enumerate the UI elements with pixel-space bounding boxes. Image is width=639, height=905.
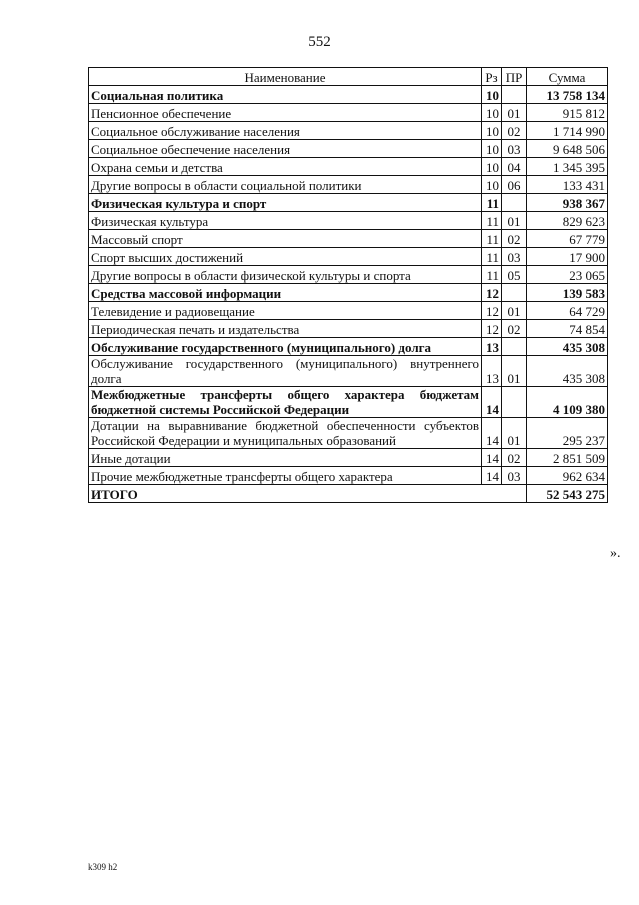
row-subsection-code: 01 (502, 212, 527, 230)
row-name: Телевидение и радиовещание (89, 302, 482, 320)
row-name: Социальное обслуживание населения (89, 122, 482, 140)
table-header-row (89, 68, 608, 86)
row-subsection-code (502, 194, 527, 212)
row-subsection-code: 06 (502, 176, 527, 194)
row-amount: 938 367 (527, 194, 608, 212)
row-amount: 295 237 (527, 418, 608, 449)
row-section-code: 10 (482, 176, 502, 194)
page-number: 552 (308, 34, 331, 50)
row-amount: 435 308 (527, 356, 608, 387)
row-name: Другие вопросы в области социальной политики (89, 176, 482, 194)
row-amount: 1 714 990 (527, 122, 608, 140)
row-section-code: 12 (482, 284, 502, 302)
table-row (89, 122, 608, 140)
row-amount: 2 851 509 (527, 449, 608, 467)
table-row (89, 302, 608, 320)
table-row (89, 449, 608, 467)
table-row (89, 387, 608, 418)
row-section-code: 10 (482, 140, 502, 158)
row-amount: 9 648 506 (527, 140, 608, 158)
budget-table (88, 67, 608, 503)
table-row (89, 104, 608, 122)
table-row (89, 356, 608, 387)
row-name: Массовый спорт (89, 230, 482, 248)
row-amount: 13 758 134 (527, 86, 608, 104)
row-subsection-code: 03 (502, 248, 527, 266)
row-subsection-code: 02 (502, 230, 527, 248)
row-amount: 139 583 (527, 284, 608, 302)
header-sum: Сумма (527, 68, 608, 86)
table-row (89, 212, 608, 230)
row-amount: 67 779 (527, 230, 608, 248)
row-section-code: 14 (482, 449, 502, 467)
row-subsection-code (502, 387, 527, 418)
row-name: Социальная политика (89, 86, 482, 104)
row-subsection-code: 03 (502, 467, 527, 485)
total-row (89, 485, 608, 503)
row-amount: 435 308 (527, 338, 608, 356)
row-subsection-code: 01 (502, 302, 527, 320)
row-subsection-code (502, 284, 527, 302)
row-amount: 17 900 (527, 248, 608, 266)
row-section-code: 10 (482, 158, 502, 176)
table-row (89, 320, 608, 338)
table-row (89, 338, 608, 356)
row-section-code: 12 (482, 302, 502, 320)
table-row (89, 140, 608, 158)
row-name: Межбюджетные трансферты общего характера бюджетам бюджетной системы Российской Федерации (89, 387, 482, 418)
row-subsection-code: 01 (502, 418, 527, 449)
header-name: Наименование (89, 68, 482, 86)
table-row (89, 284, 608, 302)
header-rz: Рз (482, 68, 502, 86)
table-row (89, 418, 608, 449)
row-section-code: 14 (482, 467, 502, 485)
row-subsection-code: 01 (502, 104, 527, 122)
row-subsection-code: 03 (502, 140, 527, 158)
row-amount: 962 634 (527, 467, 608, 485)
table-row (89, 248, 608, 266)
table-row (89, 230, 608, 248)
row-name: Социальное обеспечение населения (89, 140, 482, 158)
row-section-code: 10 (482, 104, 502, 122)
row-section-code: 12 (482, 320, 502, 338)
table-row (89, 467, 608, 485)
row-subsection-code: 02 (502, 320, 527, 338)
table-row (89, 194, 608, 212)
row-subsection-code (502, 338, 527, 356)
row-amount: 64 729 (527, 302, 608, 320)
row-subsection-code: 01 (502, 356, 527, 387)
table-row (89, 158, 608, 176)
row-section-code: 13 (482, 356, 502, 387)
row-amount: 74 854 (527, 320, 608, 338)
header-pr: ПР (502, 68, 527, 86)
table-row (89, 86, 608, 104)
row-name: Спорт высших достижений (89, 248, 482, 266)
row-name: Периодическая печать и издательства (89, 320, 482, 338)
table-row (89, 176, 608, 194)
row-section-code: 11 (482, 212, 502, 230)
row-name: Обслуживание государственного (муниципального) долга (89, 338, 482, 356)
row-amount: 4 109 380 (527, 387, 608, 418)
table-row (89, 266, 608, 284)
row-amount: 829 623 (527, 212, 608, 230)
row-name: Пенсионное обеспечение (89, 104, 482, 122)
document-code: k309 h2 (88, 862, 118, 872)
row-section-code: 11 (482, 266, 502, 284)
row-name: Иные дотации (89, 449, 482, 467)
row-amount: 1 345 395 (527, 158, 608, 176)
row-section-code: 10 (482, 122, 502, 140)
row-section-code: 13 (482, 338, 502, 356)
row-subsection-code: 05 (502, 266, 527, 284)
row-section-code: 11 (482, 194, 502, 212)
row-section-code: 11 (482, 248, 502, 266)
row-subsection-code: 02 (502, 122, 527, 140)
row-name: Охрана семьи и детства (89, 158, 482, 176)
total-label: ИТОГО (89, 485, 527, 503)
row-section-code: 14 (482, 418, 502, 449)
row-section-code: 14 (482, 387, 502, 418)
row-name: Дотации на выравнивание бюджетной обеспеченности субъектов Российской Федерации и муниципальных образований (89, 418, 482, 449)
row-subsection-code (502, 86, 527, 104)
table-body (89, 86, 608, 485)
row-name: Физическая культура и спорт (89, 194, 482, 212)
total-sum: 52 543 275 (527, 485, 608, 503)
row-section-code: 10 (482, 86, 502, 104)
row-name: Обслуживание государственного (муниципального) внутреннего долга (89, 356, 482, 387)
row-subsection-code: 04 (502, 158, 527, 176)
row-name: Другие вопросы в области физической культуры и спорта (89, 266, 482, 284)
row-section-code: 11 (482, 230, 502, 248)
row-name: Прочие межбюджетные трансферты общего характера (89, 467, 482, 485)
row-name: Физическая культура (89, 212, 482, 230)
closing-quote-mark: ». (610, 546, 621, 561)
row-subsection-code: 02 (502, 449, 527, 467)
row-name: Средства массовой информации (89, 284, 482, 302)
row-amount: 133 431 (527, 176, 608, 194)
row-amount: 23 065 (527, 266, 608, 284)
row-amount: 915 812 (527, 104, 608, 122)
